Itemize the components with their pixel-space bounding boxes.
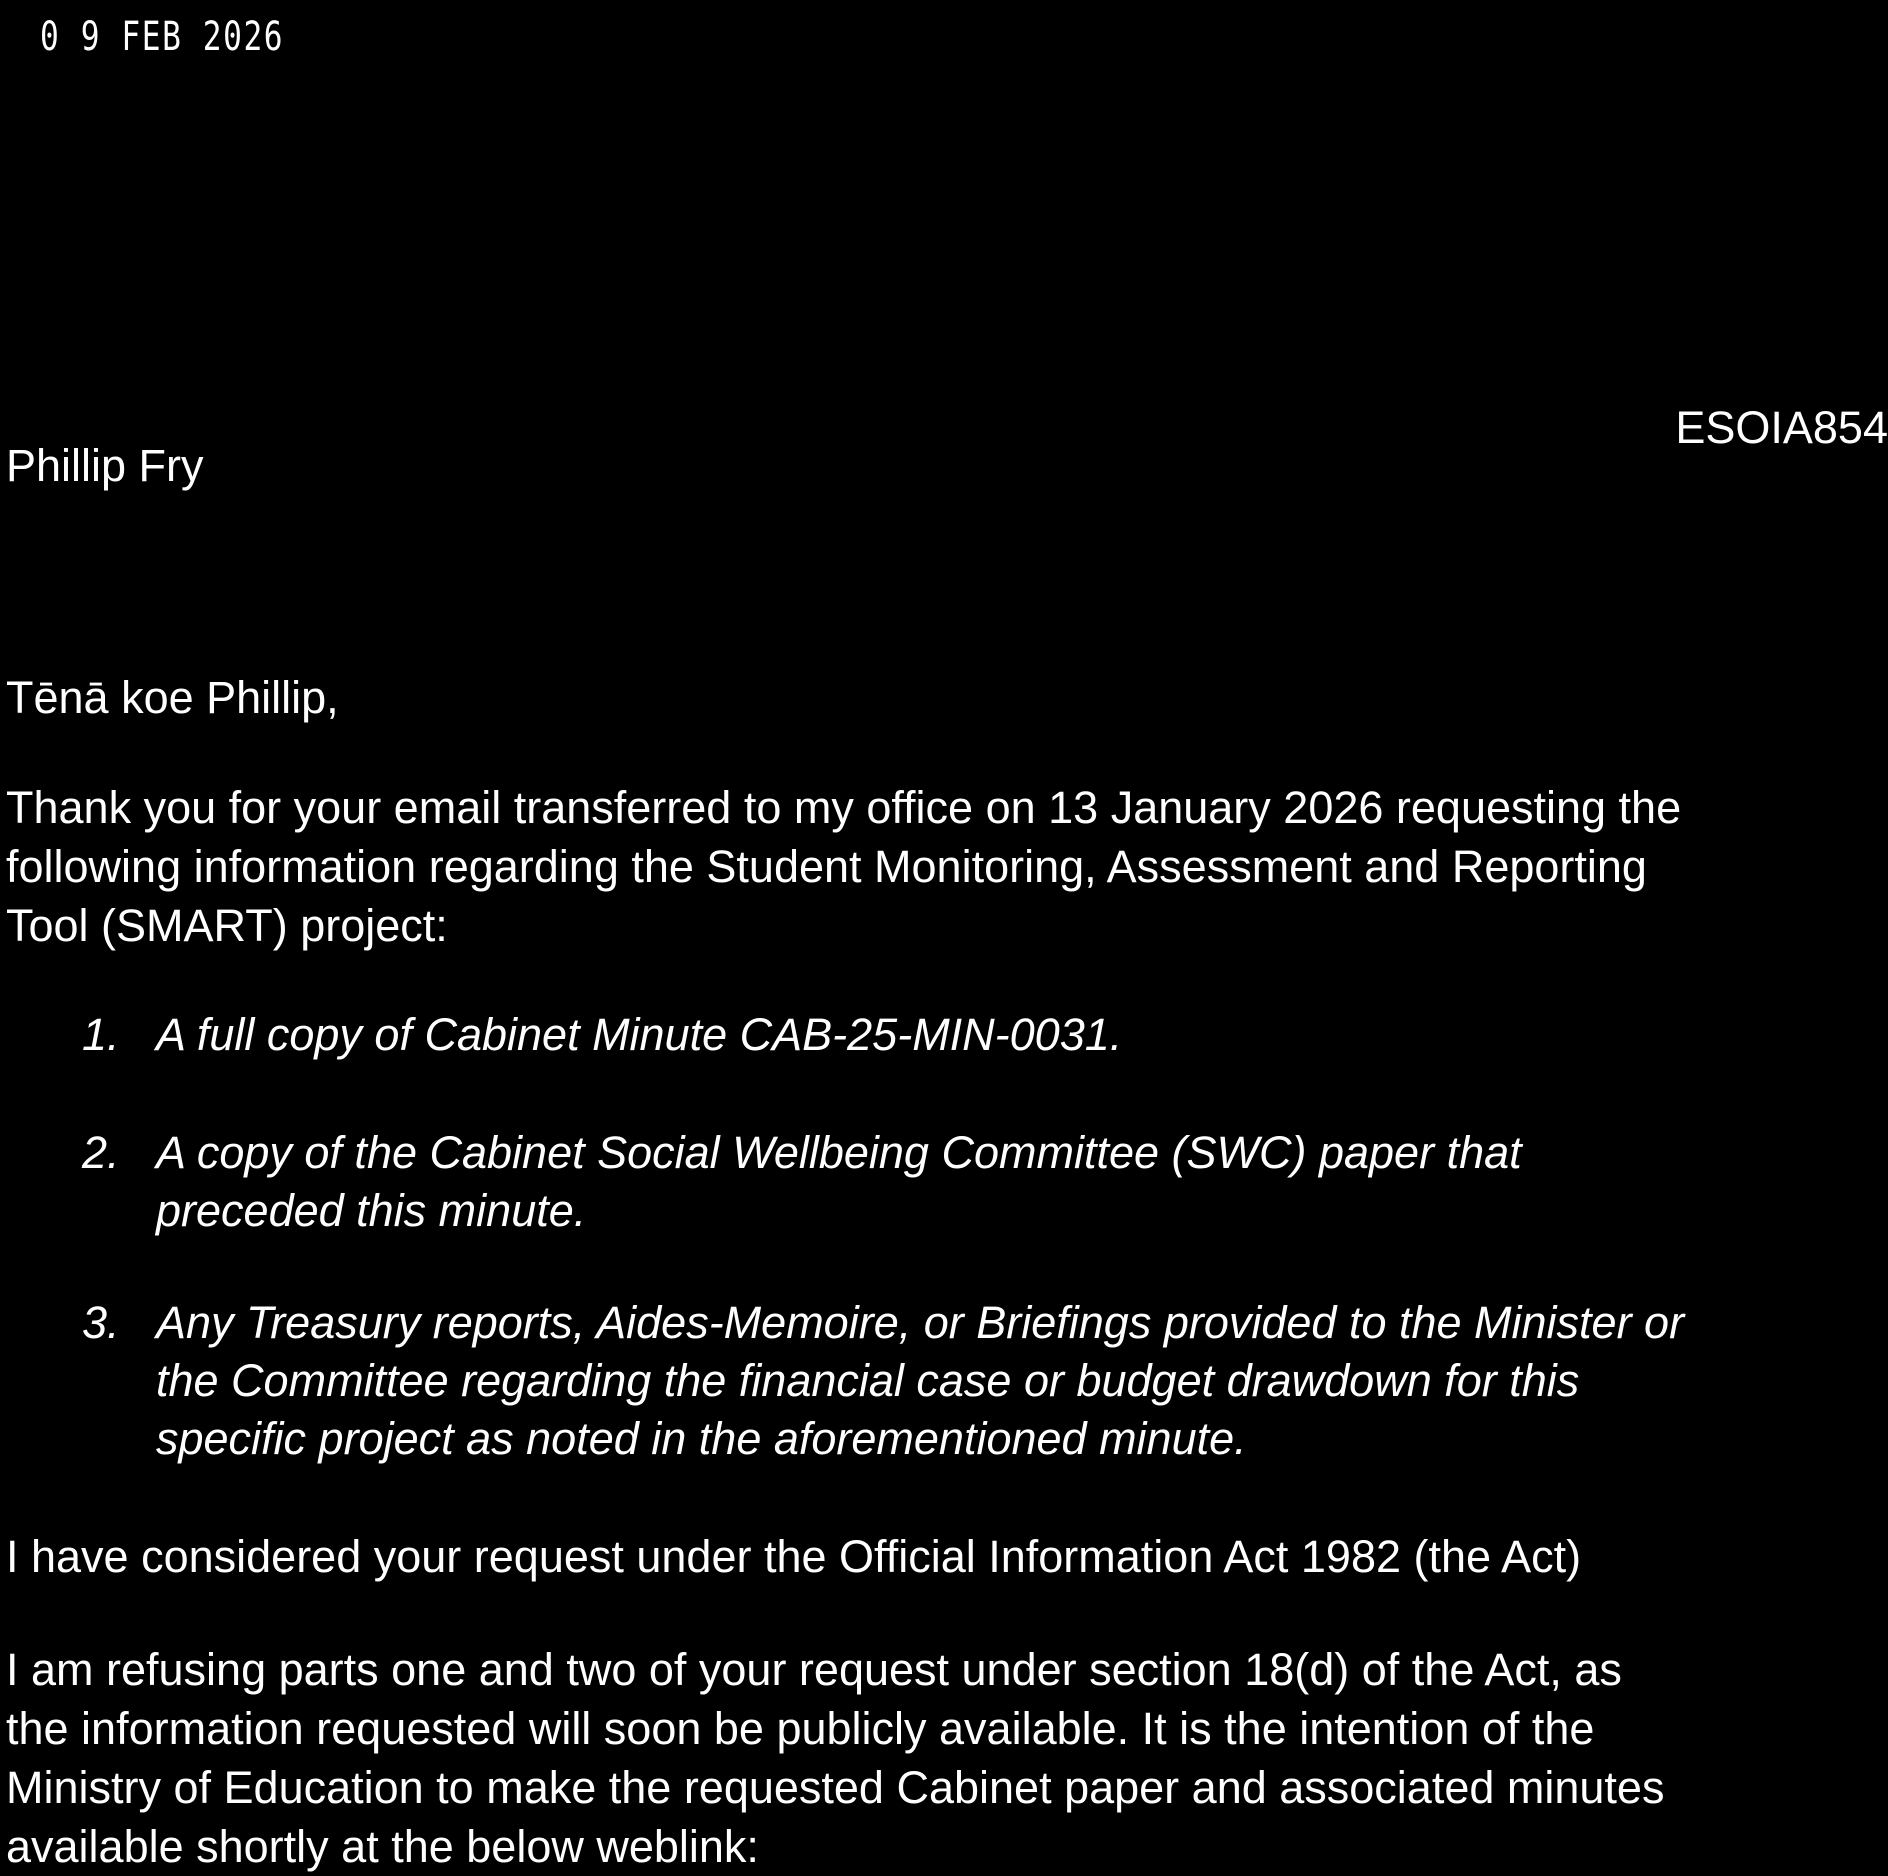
intro-line: Thank you for your email transferred to my office on 13 January 2026 requesting the — [6, 782, 1682, 833]
refusal-line: I am refusing parts one and two of your request under section 18(d) of the Act, as — [6, 1644, 1622, 1695]
request-text — [156, 1124, 1522, 1240]
request-number: 3. — [82, 1297, 120, 1348]
reference-number: ESOIA854 — [1675, 402, 1888, 453]
request-line: specific project as noted in the aforementioned minute. — [156, 1413, 1247, 1464]
consideration-paragraph — [6, 1527, 1876, 1586]
request-text — [156, 1294, 1684, 1468]
request-line: Any Treasury reports, Aides-Memoire, or Briefings provided to the Minister or — [156, 1297, 1685, 1348]
refusal-paragraph — [6, 1640, 1876, 1876]
request-line: the Committee regarding the financial case or budget drawdown for this — [156, 1355, 1580, 1406]
greeting: Tēnā koe Phillip, — [6, 672, 339, 723]
refusal-line: Ministry of Education to make the requested Cabinet paper and associated minutes — [6, 1762, 1665, 1813]
request-text — [156, 1006, 1122, 1064]
received-date-stamp: 0 9 FEB 2026 — [40, 14, 285, 60]
intro-line: following information regarding the Student Monitoring, Assessment and Reporting — [6, 841, 1647, 892]
refusal-line: the information requested will soon be publicly available. It is the intention of the — [6, 1703, 1595, 1754]
request-line: A copy of the Cabinet Social Wellbeing Committee (SWC) paper that — [156, 1127, 1522, 1178]
request-number: 1. — [82, 1009, 120, 1060]
consideration-line: I have considered your request under the Official Information Act 1982 (the Act) — [6, 1531, 1582, 1582]
recipient-name: Phillip Fry — [6, 440, 204, 491]
request-line: preceded this minute. — [156, 1185, 587, 1236]
refusal-line: available shortly at the below weblink: — [6, 1821, 759, 1872]
intro-line: Tool (SMART) project: — [6, 900, 448, 951]
request-line: A full copy of Cabinet Minute CAB-25-MIN-0031. — [156, 1009, 1123, 1060]
request-number: 2. — [82, 1127, 120, 1178]
intro-paragraph — [6, 778, 1876, 955]
